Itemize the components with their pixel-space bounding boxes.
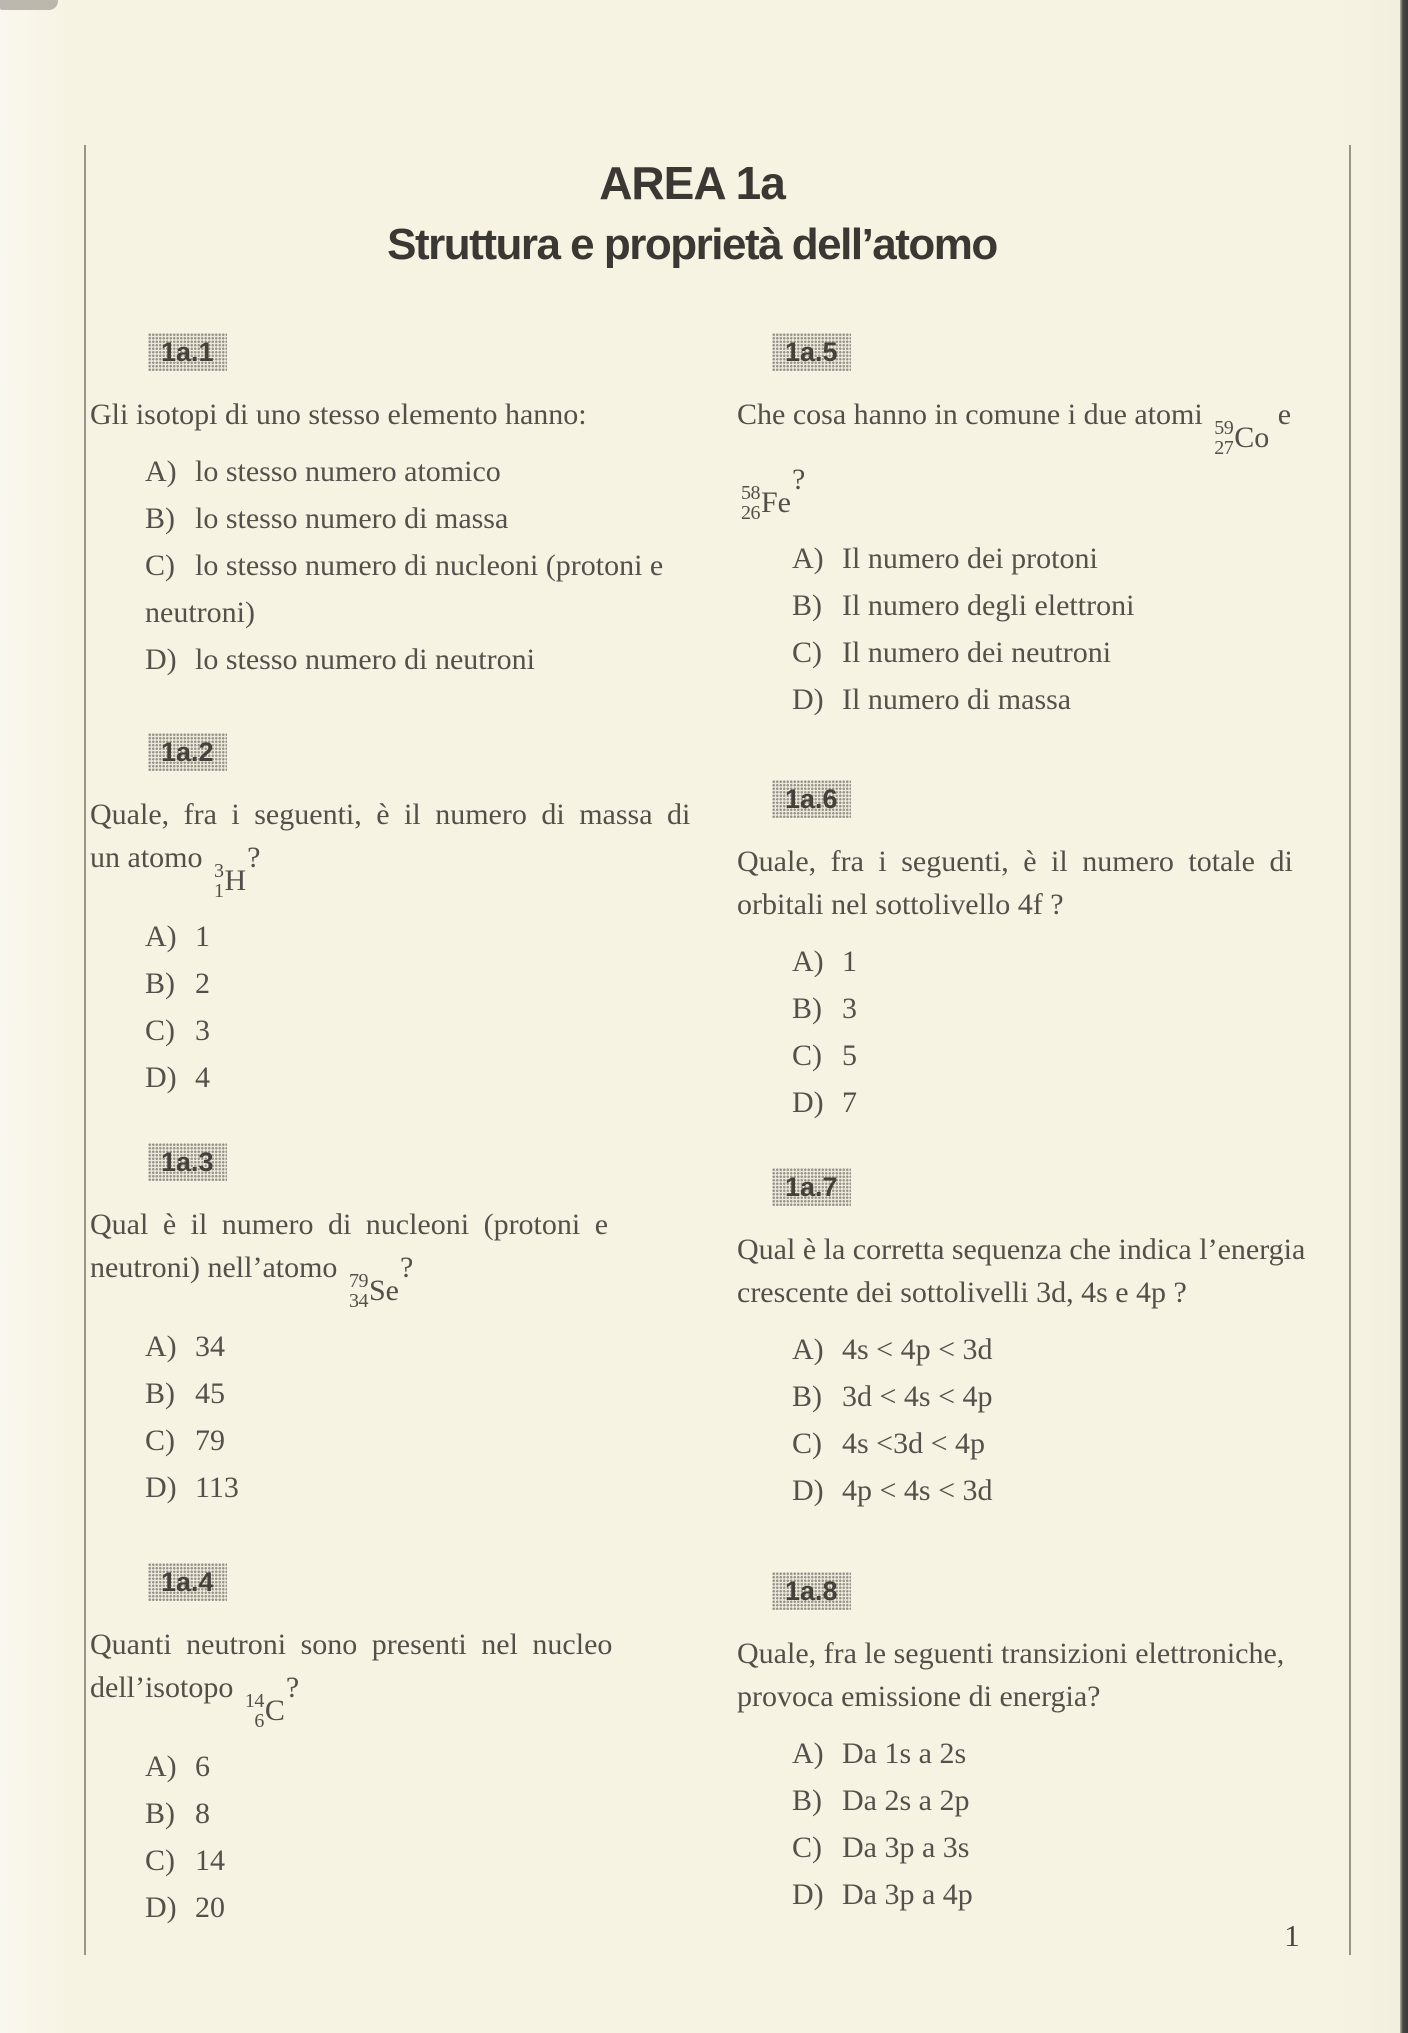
text-fragment: lo stesso numero atomico (195, 455, 501, 488)
text-fragment: ? (792, 463, 806, 496)
question-text-line (737, 393, 1351, 458)
option-text (842, 683, 1071, 716)
option-text (195, 1330, 225, 1363)
answer-option (792, 1467, 1351, 1514)
text-fragment: Da 2s a 2p (842, 1784, 970, 1817)
atomic-number: 27 (1214, 437, 1234, 459)
text-fragment: Il numero dei neutroni (842, 636, 1112, 669)
question-1a.1 (90, 333, 690, 683)
question-text-line (90, 1203, 690, 1246)
element-symbol: Co (1234, 421, 1270, 454)
option-label: A) (145, 455, 177, 488)
answer-option (792, 1326, 1351, 1373)
text-fragment: 3 (842, 992, 857, 1025)
answer-option (792, 1420, 1351, 1467)
nuclide-numbers (214, 861, 224, 901)
question-1a.8 (737, 1572, 1351, 1918)
option-text (195, 1750, 210, 1783)
mass-number: 14 (244, 1690, 264, 1712)
section-title: Struttura e proprietà dell’atomo (387, 220, 997, 269)
text-fragment: ? (285, 1671, 300, 1704)
question-number-badge: 1a.7 (772, 1168, 851, 1206)
text-fragment: 4 (195, 1061, 210, 1094)
answer-option (145, 1370, 690, 1417)
text-fragment: Gli isotopi di uno stesso elemento hanno: (90, 398, 587, 431)
text-fragment: Il numero degli elettroni (842, 589, 1135, 622)
text-fragment: lo stesso numero di nucleoni (protoni e neutroni) (145, 549, 664, 629)
answer-option (145, 1837, 690, 1884)
text-fragment: Che cosa hanno in comune i due atomi (737, 398, 1211, 431)
text-fragment: orbitali nel sottolivello 4f ? (737, 888, 1064, 921)
scan-edge (1400, 0, 1408, 2033)
option-label: D) (792, 683, 824, 716)
answer-option (145, 1417, 690, 1464)
text-fragment: lo stesso numero di neutroni (195, 643, 535, 676)
text-fragment: 34 (195, 1330, 225, 1363)
option-label: B) (792, 992, 822, 1025)
answer-options (737, 1326, 1351, 1514)
option-label: C) (145, 1014, 175, 1047)
element-symbol: H (224, 864, 247, 897)
text-fragment: Il numero di massa (842, 683, 1072, 716)
question-1a.4 (90, 1563, 690, 1931)
question-text-line (90, 1246, 690, 1311)
question-text-line (737, 1675, 1351, 1718)
option-text (195, 1891, 225, 1924)
text-fragment: e (1270, 398, 1292, 431)
text-fragment: dell’isotopo (90, 1671, 241, 1704)
text-fragment: crescente dei sottolivelli 3d, 4s e 4p ? (737, 1276, 1187, 1309)
question-1a.5 (737, 333, 1351, 723)
answer-option (792, 938, 1351, 985)
text-fragment: 7 (842, 1086, 857, 1119)
answer-option (145, 1464, 690, 1511)
nuclide-notation (214, 861, 246, 901)
question-text (737, 1632, 1351, 1718)
answer-options (90, 1323, 690, 1511)
option-text (842, 945, 857, 978)
text-fragment: ? (247, 841, 261, 874)
option-text (195, 1797, 210, 1830)
question-text-line (90, 1666, 690, 1731)
page-frame-rule-left (84, 145, 86, 1955)
answer-options (90, 913, 690, 1101)
text-fragment: 5 (842, 1039, 857, 1072)
answer-option (145, 542, 690, 636)
option-text (145, 549, 663, 629)
answer-option (145, 448, 690, 495)
nuclide-numbers (349, 1271, 368, 1311)
question-number-badge: 1a.4 (148, 1563, 227, 1601)
page-number: 1 (1284, 1918, 1300, 1953)
text-fragment: Quale, fra i seguenti, è il numero totale di (737, 845, 1293, 878)
option-text (842, 1831, 969, 1864)
question-text-line (737, 883, 1351, 926)
answer-option (792, 676, 1351, 723)
answer-option (792, 582, 1351, 629)
option-label: C) (792, 1831, 822, 1864)
question-text (737, 1228, 1351, 1314)
option-text (842, 1039, 857, 1072)
option-text (195, 502, 508, 535)
question-text-line (90, 836, 690, 901)
text-fragment: lo stesso numero di massa (195, 502, 509, 535)
question-1a.7 (737, 1168, 1351, 1514)
option-label: A) (792, 542, 824, 575)
option-label: A) (145, 1750, 177, 1783)
option-label: C) (792, 636, 822, 669)
text-fragment: 6 (195, 1750, 210, 1783)
column-left (90, 0, 690, 2033)
text-fragment: Da 3p a 4p (842, 1878, 973, 1911)
text-fragment: Da 1s a 2s (842, 1737, 967, 1770)
answer-option (792, 985, 1351, 1032)
question-number-badge: 1a.5 (772, 333, 851, 371)
question-text-line (737, 1271, 1351, 1314)
question-text-line (737, 840, 1351, 883)
nuclide-numbers (245, 1691, 264, 1731)
answer-option (145, 1323, 690, 1370)
question-number-badge: 1a.3 (148, 1143, 227, 1181)
option-label: B) (792, 589, 822, 622)
option-label: C) (792, 1039, 822, 1072)
question-number-badge: 1a.2 (148, 733, 227, 771)
answer-option (792, 629, 1351, 676)
option-label: A) (792, 945, 824, 978)
answer-option (145, 1884, 690, 1931)
option-label: D) (145, 1061, 177, 1094)
nuclide-notation (349, 1271, 399, 1311)
option-label: A) (792, 1737, 824, 1770)
question-number-badge: 1a.1 (148, 333, 227, 371)
question-text (90, 1623, 690, 1731)
text-fragment: Il numero dei protoni (842, 542, 1098, 575)
option-label: B) (145, 1797, 175, 1830)
option-label: D) (792, 1474, 824, 1507)
question-text-line (737, 1228, 1351, 1271)
answer-option (145, 1790, 690, 1837)
nuclide-numbers (1214, 418, 1233, 458)
option-text (842, 636, 1111, 669)
option-label: A) (145, 920, 177, 953)
option-text (842, 1878, 973, 1911)
atomic-number: 26 (741, 502, 760, 524)
text-fragment: 1 (195, 920, 210, 953)
option-text (195, 455, 501, 488)
option-label: B) (145, 502, 175, 535)
answer-option (792, 1373, 1351, 1420)
question-1a.3 (90, 1143, 690, 1511)
option-label: C) (792, 1427, 822, 1460)
question-text-line (90, 1623, 690, 1666)
option-text (842, 1086, 857, 1119)
option-label: B) (792, 1784, 822, 1817)
text-fragment: 4s < 4p < 3d (842, 1333, 993, 1366)
text-fragment: 4p < 4s < 3d (842, 1474, 993, 1507)
text-fragment: Da 3p a 3s (842, 1831, 970, 1864)
option-label: D) (792, 1086, 824, 1119)
answer-option (792, 1824, 1351, 1871)
question-1a.2 (90, 733, 690, 1101)
option-text (842, 992, 857, 1025)
option-text (842, 1737, 966, 1770)
text-fragment: 2 (195, 967, 210, 1000)
answer-option (145, 1743, 690, 1790)
text-fragment: 3d < 4s < 4p (842, 1380, 993, 1413)
option-label: D) (145, 1891, 177, 1924)
atomic-number: 1 (214, 880, 224, 902)
nuclide-notation (741, 483, 791, 523)
text-fragment: 113 (195, 1471, 239, 1504)
atomic-number: 6 (254, 1710, 264, 1732)
text-fragment: 4s <3d < 4p (842, 1427, 986, 1460)
answer-options (90, 1743, 690, 1931)
element-symbol: Se (368, 1274, 399, 1307)
answer-options (737, 535, 1351, 723)
option-text (195, 1424, 225, 1457)
mass-number: 79 (348, 1270, 368, 1292)
option-label: B) (145, 967, 175, 1000)
text-fragment: ? (399, 1251, 414, 1284)
option-text (195, 920, 210, 953)
answer-options (737, 938, 1351, 1126)
question-1a.6 (737, 780, 1351, 1126)
option-text (195, 1844, 225, 1877)
question-number-badge: 1a.6 (772, 780, 851, 818)
mass-number: 3 (214, 860, 224, 882)
option-label: D) (792, 1878, 824, 1911)
option-text (195, 1014, 210, 1047)
area-title: AREA 1a (599, 157, 785, 209)
nuclide-notation (1214, 418, 1269, 458)
option-label: D) (145, 1471, 177, 1504)
text-fragment: Quanti neutroni sono presenti nel nucleo (90, 1628, 613, 1661)
text-fragment: un atomo (90, 841, 210, 874)
answer-option (145, 636, 690, 683)
option-text (842, 542, 1098, 575)
option-text (195, 1061, 210, 1094)
answer-option (792, 535, 1351, 582)
answer-option (145, 913, 690, 960)
question-text (90, 793, 690, 901)
text-fragment: provoca emissione di energia? (737, 1680, 1101, 1713)
question-text-line (90, 793, 690, 836)
option-label: C) (145, 1424, 175, 1457)
answer-option (792, 1032, 1351, 1079)
option-text (842, 1784, 969, 1817)
option-label: A) (792, 1333, 824, 1366)
text-fragment: 8 (195, 1797, 210, 1830)
option-text (842, 1427, 985, 1460)
question-text-line (90, 393, 690, 436)
question-text-line (737, 458, 1351, 523)
text-fragment: 79 (195, 1424, 225, 1457)
answer-option (145, 1007, 690, 1054)
option-text (842, 1380, 993, 1413)
option-label: D) (145, 643, 177, 676)
option-label: B) (145, 1377, 175, 1410)
option-text (842, 589, 1134, 622)
option-text (195, 1377, 225, 1410)
question-number-badge: 1a.8 (772, 1572, 851, 1610)
answer-option (145, 960, 690, 1007)
answer-option (792, 1730, 1351, 1777)
mass-number: 59 (1214, 417, 1234, 439)
question-text (90, 1203, 690, 1311)
text-fragment: Qual è la corretta sequenza che indica l’energia (737, 1233, 1306, 1266)
scan-artifact (0, 0, 58, 10)
answer-options (737, 1730, 1351, 1918)
text-fragment: Quale, fra i seguenti, è il numero di massa di (90, 798, 691, 831)
question-text (737, 840, 1351, 926)
question-text-line (737, 1632, 1351, 1675)
nuclide-notation (245, 1691, 285, 1731)
option-text (842, 1474, 993, 1507)
text-fragment: 3 (195, 1014, 210, 1047)
text-fragment: 45 (195, 1377, 225, 1410)
option-text (195, 1471, 239, 1504)
option-text (195, 967, 210, 1000)
answer-option (792, 1777, 1351, 1824)
option-label: C) (145, 1844, 175, 1877)
option-text (195, 643, 535, 676)
text-fragment: Quale, fra le seguenti transizioni elettroniche, (737, 1637, 1285, 1670)
text-fragment: 1 (842, 945, 857, 978)
text-fragment: Qual è il numero di nucleoni (protoni e (90, 1208, 609, 1241)
option-label: A) (145, 1330, 177, 1363)
text-fragment: 20 (195, 1891, 225, 1924)
option-label: B) (792, 1380, 822, 1413)
element-symbol: Fe (761, 486, 791, 519)
question-text (90, 393, 690, 436)
text-fragment: 14 (195, 1844, 225, 1877)
option-text (842, 1333, 993, 1366)
answer-options (90, 448, 690, 683)
element-symbol: C (264, 1694, 285, 1727)
answer-option (792, 1871, 1351, 1918)
answer-option (145, 1054, 690, 1101)
answer-option (145, 495, 690, 542)
nuclide-numbers (741, 483, 760, 523)
column-right (737, 0, 1351, 2033)
answer-option (792, 1079, 1351, 1126)
option-label: C) (145, 549, 175, 582)
mass-number: 58 (741, 482, 760, 504)
question-text (737, 393, 1351, 523)
atomic-number: 34 (348, 1290, 368, 1312)
text-fragment: neutroni) nell’atomo (90, 1251, 345, 1284)
